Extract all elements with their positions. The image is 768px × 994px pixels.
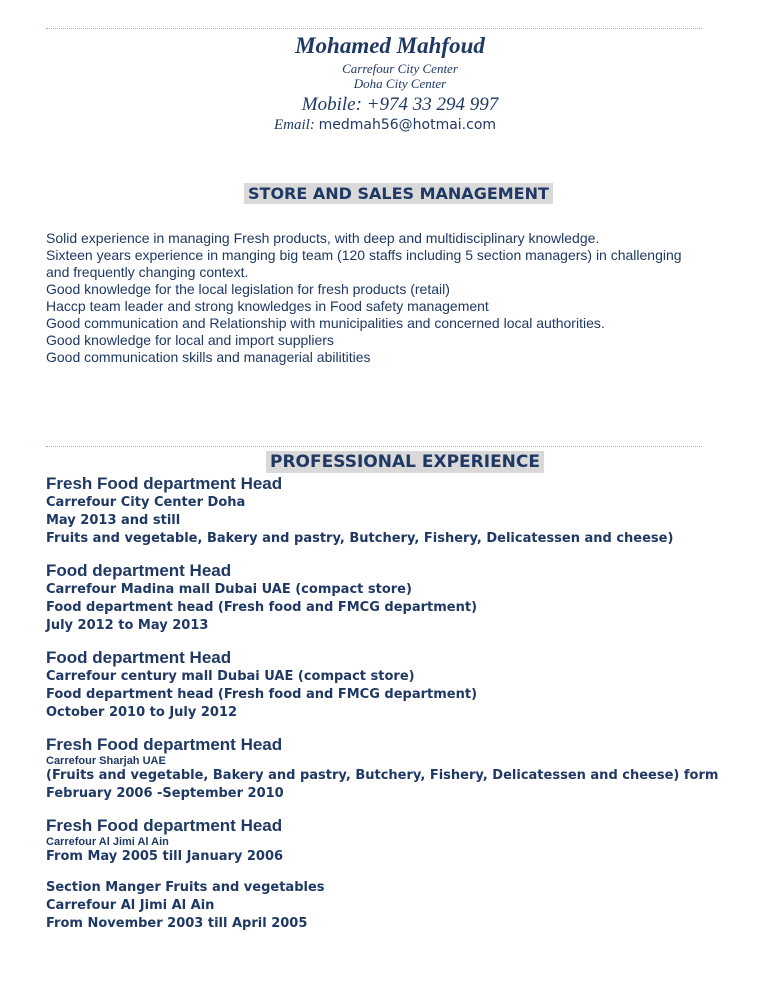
job-detail: May 2013 and still (46, 513, 181, 528)
email-label: Email (274, 117, 310, 133)
job-detail: Fruits and vegetable, Bakery and pastry, Butchery, Fishery, Delicatessen and cheese) (46, 531, 674, 546)
job-detail: July 2012 to May 2013 (46, 618, 209, 633)
summary-line: Good communication and Relationship with municipalities and concerned local authorities. (46, 315, 605, 331)
job-detail: Carrefour City Center Doha (46, 495, 246, 510)
job-entry (46, 735, 746, 803)
summary-line: Good knowledge for the local legislation for fresh products (retail) (46, 281, 450, 297)
job-detail: From May 2005 till January 2006 (46, 849, 284, 864)
job-entry (46, 648, 746, 722)
job-title: Food department Head (46, 648, 232, 667)
job-detail: Section Manger Fruits and vegetables (46, 880, 325, 895)
job-entry (46, 879, 746, 933)
job-title: Food department Head (46, 561, 232, 580)
summary-line: Good communication skills and managerial abilitities (46, 349, 371, 365)
job-entry (46, 561, 746, 635)
summary-text (46, 230, 746, 366)
job-entry (46, 816, 746, 866)
section-divider (46, 446, 702, 447)
job-title: Fresh Food department Head (46, 816, 283, 835)
mobile-number: Mobile: +974 33 294 997 (301, 94, 499, 115)
job-detail: From November 2003 till April 2005 (46, 916, 308, 931)
header-divider-top (46, 28, 702, 29)
email-line: Email: medmah56@hotmai.com (274, 117, 497, 133)
job-detail: Food department head (Fresh food and FMCG department) (46, 687, 478, 702)
experience-section-title: PROFESSIONAL EXPERIENCE (266, 451, 544, 473)
job-detail: Carrefour Al Jimi Al Ain (46, 898, 215, 913)
email-address: medmah56@hotmai.com (318, 117, 497, 133)
job-detail: February 2006 -September 2010 (46, 786, 284, 801)
job-entry (46, 474, 746, 548)
job-detail: October 2010 to July 2012 (46, 705, 238, 720)
summary-line: Sixteen years experience in manging big team (120 staffs including 5 section managers) in challenging (46, 247, 682, 263)
job-location: Carrefour Al Jimi Al Ain (46, 836, 169, 848)
address-line-2: Doha City Center (353, 76, 447, 91)
summary-line: Good knowledge for local and import suppliers (46, 332, 334, 348)
summary-line: Haccp team leader and strong knowledges in Food safety management (46, 298, 489, 314)
summary-section-title: STORE AND SALES MANAGEMENT (244, 183, 553, 204)
job-detail: Carrefour Madina mall Dubai UAE (compact store) (46, 582, 412, 597)
job-title: Fresh Food department Head (46, 474, 283, 493)
job-title: Fresh Food department Head (46, 735, 283, 754)
experience-list (46, 474, 746, 946)
summary-line: Solid experience in managing Fresh products, with deep and multidisciplinary knowledge. (46, 230, 600, 246)
job-detail: Carrefour century mall Dubai UAE (compact store) (46, 669, 415, 684)
summary-line: and frequently changing context. (46, 264, 249, 280)
address-line-1: Carrefour City Center (342, 61, 458, 76)
candidate-name: Mohamed Mahfoud (295, 33, 485, 58)
job-detail: Food department head (Fresh food and FMCG department) (46, 600, 478, 615)
job-detail: (Fruits and vegetable, Bakery and pastry, Butchery, Fishery, Delicatessen and cheese) form (46, 768, 719, 783)
job-location: Carrefour Sharjah UAE (46, 755, 166, 767)
